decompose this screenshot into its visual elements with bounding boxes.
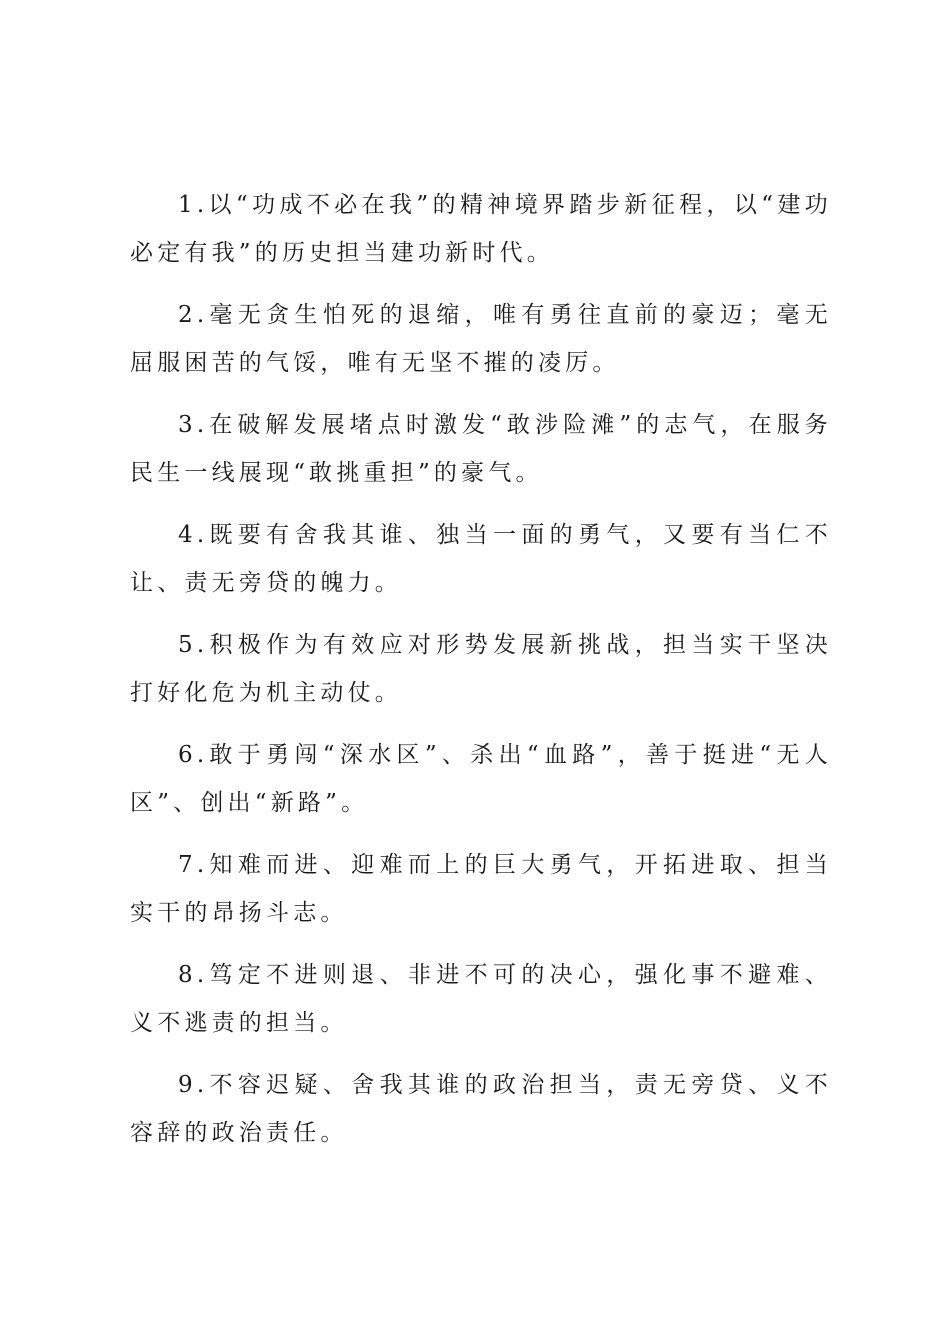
list-item: 6.敢于勇闯“深水区”、杀出“血路”，善于挺进“无人区”、创出“新路”。 xyxy=(130,742,832,816)
list-item: 4.既要有舍我其谁、独当一面的勇气，又要有当仁不让、责无旁贷的魄力。 xyxy=(130,522,832,596)
list-item: 3.在破解发展堵点时激发“敢涉险滩”的志气，在服务民生一线展现“敢挑重担”的豪气。 xyxy=(130,412,832,486)
list-item: 5.积极作为有效应对形势发展新挑战，担当实干坚决打好化危为机主动仗。 xyxy=(130,632,832,706)
list-item: 8.笃定不进则退、非进不可的决心，强化事不避难、义不逃责的担当。 xyxy=(130,962,832,1036)
list-item: 1.以“功成不必在我”的精神境界踏步新征程，以“建功必定有我”的历史担当建功新时代。 xyxy=(130,192,832,266)
document-page xyxy=(130,181,832,1171)
list-item: 7.知难而进、迎难而上的巨大勇气，开拓进取、担当实干的昂扬斗志。 xyxy=(130,852,832,926)
list-item: 2.毫无贪生怕死的退缩，唯有勇往直前的豪迈；毫无屈服困苦的气馁，唯有无坚不摧的凌厉。 xyxy=(130,302,832,376)
list-item: 9.不容迟疑、舍我其谁的政治担当，责无旁贷、义不容辞的政治责任。 xyxy=(130,1072,832,1146)
